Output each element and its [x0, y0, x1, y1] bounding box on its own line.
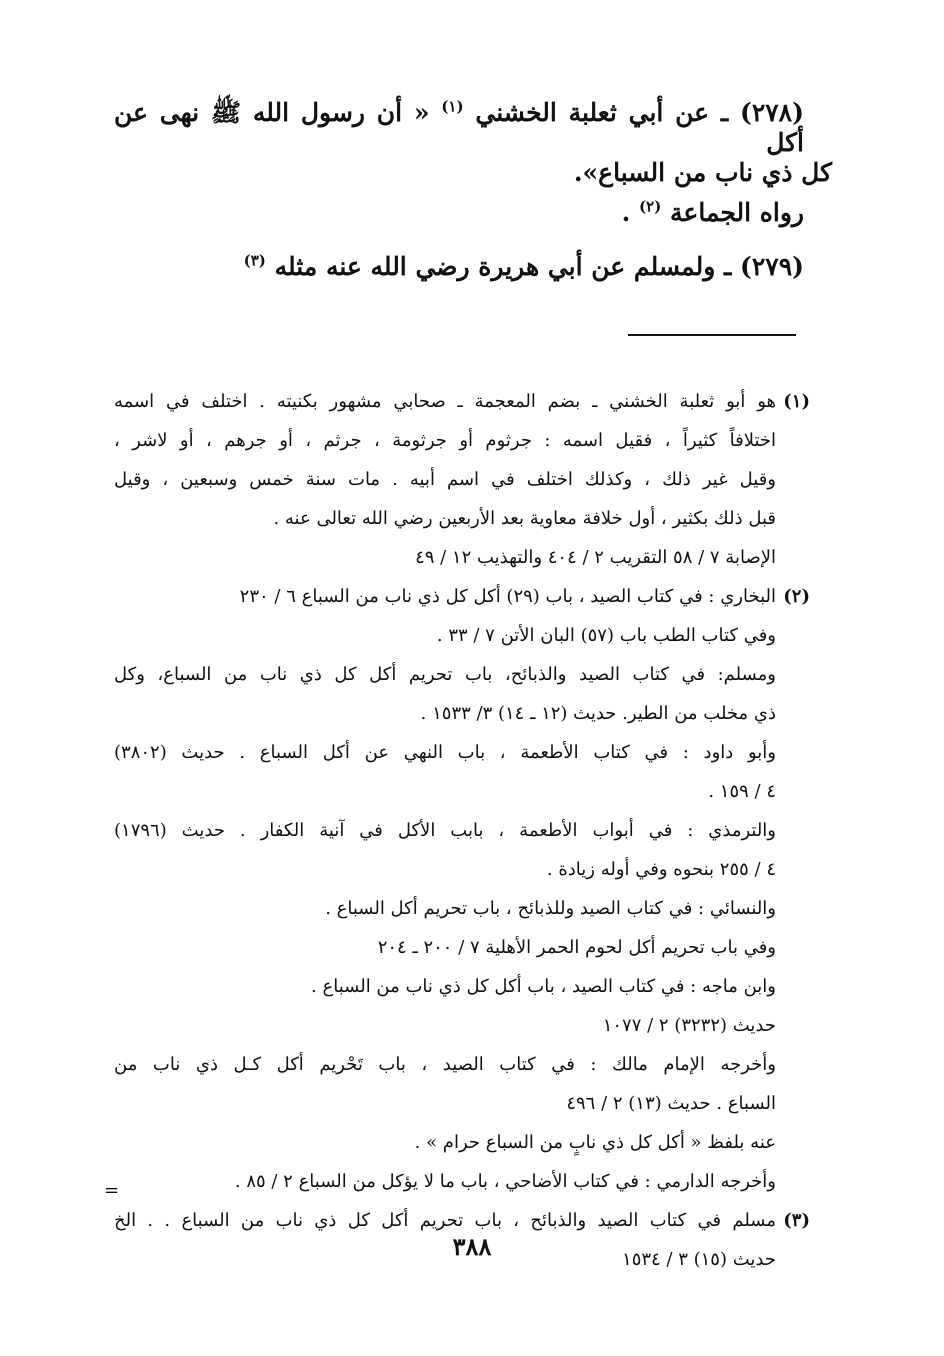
- footnote-1-number: (١): [783, 391, 810, 412]
- hadith-279-text: (٢٧٩) ـ ولمسلم عن أبي هريرة رضي الله عنه مثله: [274, 252, 804, 281]
- footnote-2-line: عنه بلفظ « أكل كل ذي نابٍ من السباع حرام » .: [414, 1132, 776, 1153]
- footnote-2-line: ٤ / ١٥٩ .: [708, 781, 776, 802]
- footnote-1-line: اختلافاً كثيراً ، فقيل اسمه : جرثوم أو جرثومة ، جرثم ، أو جرهم ، أو لاشر ،: [114, 430, 776, 451]
- footnote-2-line: والترمذي : في أبواب الأطعمة ، بابب الأكل في آنية الكفار . حديث (١٧٩٦): [114, 820, 776, 841]
- footnote-3-number: (٣): [783, 1210, 810, 1231]
- continuation-mark: =: [104, 1180, 120, 1201]
- footnote-2-line: وابن ماجه : في كتاب الصيد ، باب أكل كل ذي ناب من السباع .: [311, 976, 776, 997]
- footnote-2-line: ومسلم: في كتاب الصيد والذبائح، باب تحريم أكل كل ذي ناب من السباع، وكل: [114, 664, 776, 685]
- riwayah-text: رواه الجماعة: [670, 198, 804, 227]
- footnote-2-number: (٢): [783, 586, 810, 607]
- hadith-278-intro: (٢٧٨) ـ عن أبي ثعلبة الخشني: [475, 98, 804, 127]
- footnote-2-line: والنسائي : في كتاب الصيد وللذبائح ، باب تحريم أكل السباع .: [325, 898, 776, 919]
- footnote-1-line: هو أبو ثعلبة الخشني ـ بضم المعجمة ـ صحابي مشهور بكنيته . اختلف في اسمه: [114, 391, 776, 412]
- footnote-2-line: حديث (٣٢٣٢) ٢ / ١٠٧٧: [602, 1015, 776, 1036]
- footnote-2-line: ذي مخلب من الطير. حديث (١٢ ـ ١٤) ٣/ ١٥٣٣ .: [420, 703, 776, 724]
- footnote-1-line: الإصابة ٧ / ٥٨ التقريب ٢ / ٤٠٤ والتهذيب ١٢ / ٤٩: [415, 547, 776, 568]
- hadith-278-continuation: كل ذي ناب من السباع».: [573, 158, 832, 187]
- hadith-278: [114, 97, 832, 188]
- footnote-2-line: البخاري : في كتاب الصيد ، باب (٢٩) أكل كل ذي ناب من السباع ٦ / ٢٣٠: [239, 586, 776, 607]
- footnote-1: [114, 382, 810, 577]
- footnote-1-line: وقيل غير ذلك ، وكذلك اختلف في اسم أبيه . مات سنة خمس وسبعين ، وقيل: [114, 469, 776, 490]
- footnote-2-line: وأبو داود : في كتاب الأطعمة ، باب النهي عن أكل السباع . حديث (٣٨٠٢): [114, 742, 776, 763]
- page-number: ٣٨٨: [452, 1232, 492, 1261]
- footnote-2-line: وفي باب تحريم أكل لحوم الحمر الأهلية ٧ / ٢٠٠ ـ ٢٠٤: [377, 937, 776, 958]
- riwayah-end: .: [621, 198, 631, 227]
- footnote-ref-3: (٣): [243, 251, 266, 270]
- footnote-2: [114, 577, 810, 1201]
- footnote-2-line: ٤ / ٢٥٥ بنحوه وفي أوله زيادة .: [546, 859, 776, 880]
- footnote-separator: [628, 334, 796, 336]
- footnote-ref-2: (٢): [639, 197, 662, 216]
- footnote-2-line: وأخرجه الإمام مالك : في كتاب الصيد ، باب تَحْريم أكل كـل ذي ناب من: [114, 1054, 776, 1075]
- hadith-279: [244, 252, 804, 281]
- footnote-ref-1: (١): [441, 97, 464, 116]
- hadith-278-text: « أن رسول الله ﷺ نهى عن أكل: [114, 98, 804, 157]
- footnote-3-line: مسلم في كتاب الصيد والذبائح ، باب تحريم أكل كل ذي ناب من السباع . . الخ: [114, 1210, 776, 1231]
- footnote-1-line: قبل ذلك بكثير ، أول خلافة معاوية بعد الأربعين رضي الله تعالى عنه .: [273, 508, 776, 529]
- footnote-2-line: وفي كتاب الطب باب (٥٧) البان الأتن ٧ / ٣٣ .: [436, 625, 776, 646]
- footnotes: [114, 382, 810, 1279]
- footnote-2-line: السباع . حديث (١٣) ٢ / ٤٩٦: [566, 1093, 776, 1114]
- footnote-3-line: حديث (١٥) ٣ / ١٥٣٤: [622, 1249, 776, 1270]
- riwayah-line: [622, 198, 804, 227]
- footnote-2-line: وأخرجه الدارمي : في كتاب الأضاحي ، باب ما لا يؤكل من السباع ٢ / ٨٥ .: [234, 1171, 776, 1192]
